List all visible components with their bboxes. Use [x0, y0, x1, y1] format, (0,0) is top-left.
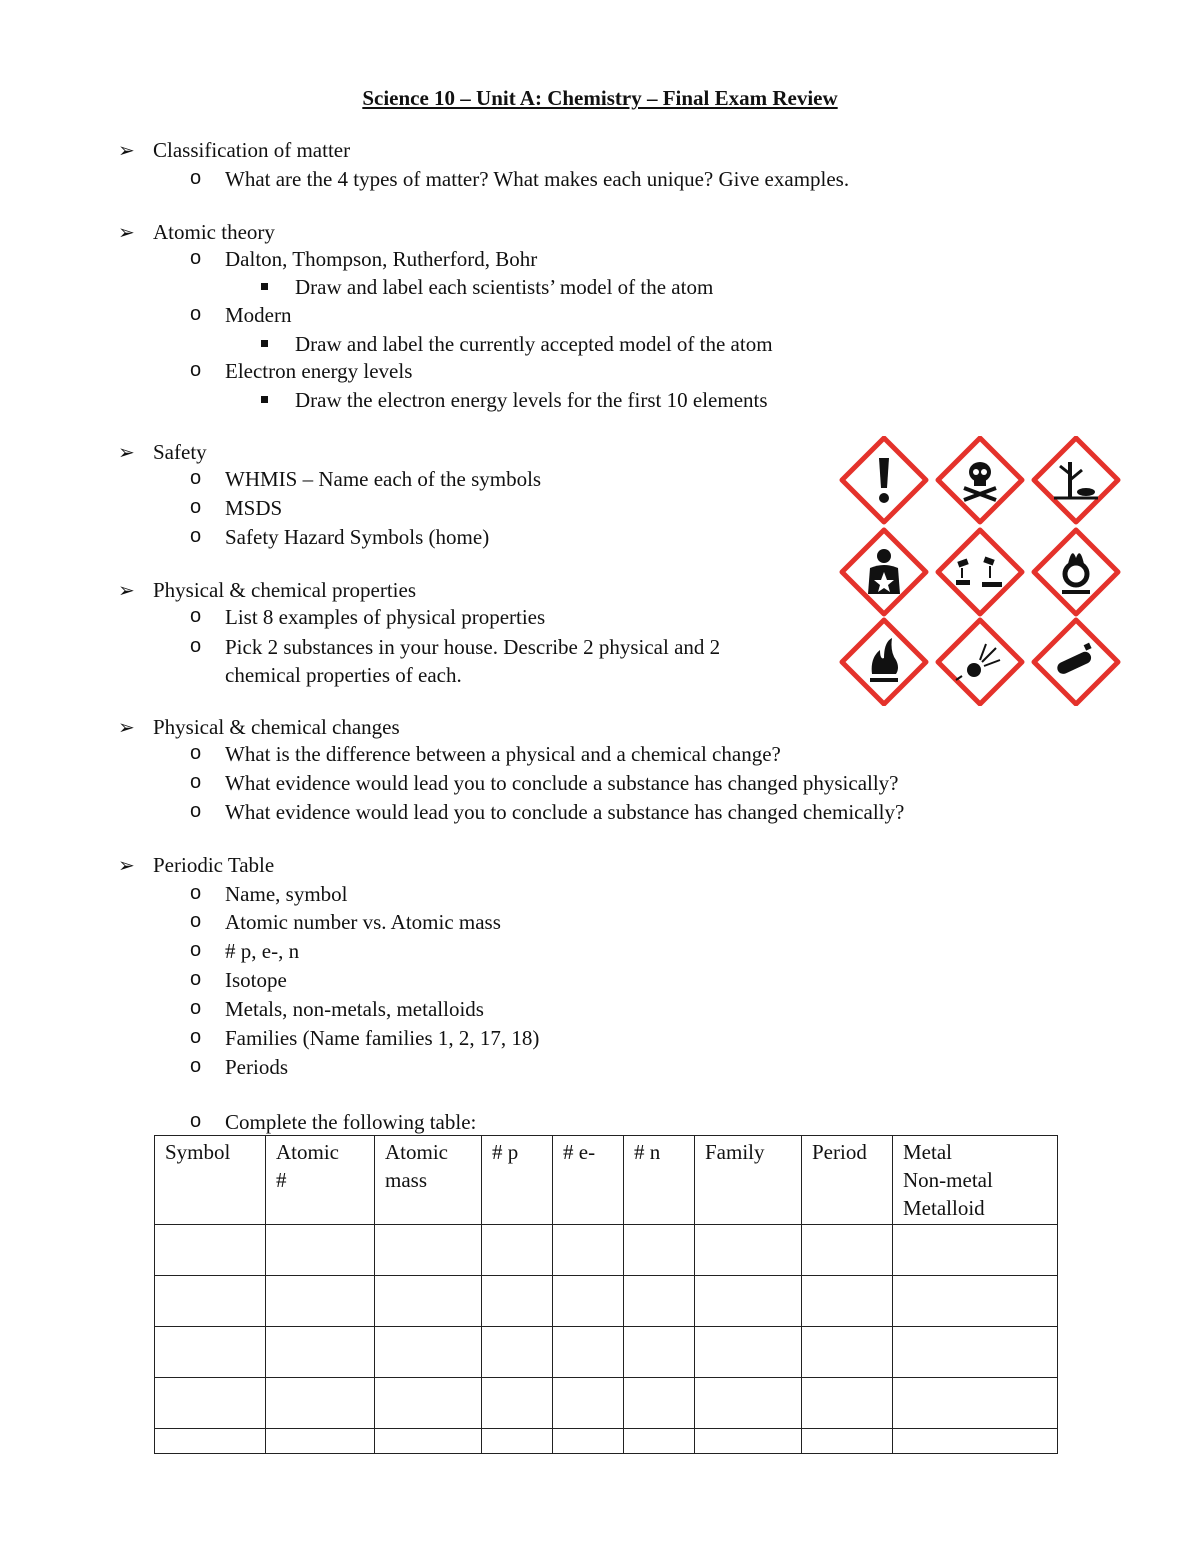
list-item: Atomic number vs. Atomic mass: [225, 910, 501, 934]
circle-bullet-icon: o: [190, 997, 202, 1019]
square-bullet-icon: [261, 340, 268, 347]
list-item: What evidence would lead you to conclude a substance has changed chemically?: [225, 800, 905, 824]
circle-bullet-icon: o: [190, 167, 202, 189]
header-atomic-mass: Atomic mass: [375, 1136, 482, 1225]
header-atomic-number: Atomic #: [266, 1136, 375, 1225]
section-heading: Periodic Table: [153, 853, 275, 877]
table-row: [155, 1276, 1058, 1327]
arrow-bullet-icon: ➢: [118, 440, 135, 464]
corrosion-icon: [938, 530, 1022, 614]
list-item: Metals, non-metals, metalloids: [225, 997, 484, 1021]
header-metal-type: Metal Non-metal Metalloid: [893, 1136, 1058, 1225]
circle-bullet-icon: o: [190, 247, 202, 269]
list-item: Isotope: [225, 968, 287, 992]
arrow-bullet-icon: ➢: [118, 138, 135, 162]
circle-bullet-icon: o: [190, 742, 202, 764]
sub-list-item: Draw and label the currently accepted model of the atom: [295, 332, 773, 356]
list-item: Electron energy levels: [225, 359, 413, 383]
square-bullet-icon: [261, 283, 268, 290]
table-row: [155, 1378, 1058, 1429]
health-hazard-icon: [842, 530, 926, 614]
header-protons: # p: [482, 1136, 553, 1225]
table-row: [155, 1327, 1058, 1378]
list-item: Safety Hazard Symbols (home): [225, 525, 490, 549]
header-neutrons: # n: [624, 1136, 695, 1225]
section-heading: Classification of matter: [153, 138, 351, 162]
circle-bullet-icon: o: [190, 910, 202, 932]
arrow-bullet-icon: ➢: [118, 220, 135, 244]
circle-bullet-icon: o: [190, 939, 202, 961]
flame-over-circle-icon: [1034, 530, 1118, 614]
table-header-row: [155, 1136, 1058, 1225]
skull-crossbones-icon: [938, 438, 1022, 522]
list-item: # p, e-, n: [225, 939, 300, 963]
gas-cylinder-icon: [1034, 620, 1118, 704]
header-electrons: # e-: [553, 1136, 624, 1225]
circle-bullet-icon: o: [190, 1026, 202, 1048]
list-item: List 8 examples of physical properties: [225, 605, 546, 629]
list-item: MSDS: [225, 496, 283, 520]
list-item: Name, symbol: [225, 882, 348, 906]
page-title: Science 10 – Unit A: Chemistry – Final Exam Review: [362, 86, 838, 110]
list-item: Families (Name families 1, 2, 17, 18): [225, 1026, 540, 1050]
circle-bullet-icon: o: [190, 303, 202, 325]
sub-list-item: Draw and label each scientists’ model of the atom: [295, 275, 714, 299]
square-bullet-icon: [261, 396, 268, 403]
circle-bullet-icon: o: [190, 359, 202, 381]
table-row: [155, 1429, 1058, 1454]
list-item: WHMIS – Name each of the symbols: [225, 467, 542, 491]
header-symbol: Symbol: [155, 1136, 266, 1225]
circle-bullet-icon: o: [190, 1110, 202, 1132]
list-item: What evidence would lead you to conclude a substance has changed physically?: [225, 771, 899, 795]
circle-bullet-icon: o: [190, 800, 202, 822]
sub-list-item: Draw the electron energy levels for the first 10 elements: [295, 388, 768, 412]
header-period: Period: [802, 1136, 893, 1225]
section-heading: Physical & chemical changes: [153, 715, 400, 739]
circle-bullet-icon: o: [190, 771, 202, 793]
environment-icon: [1034, 438, 1118, 522]
arrow-bullet-icon: ➢: [118, 853, 135, 877]
circle-bullet-icon: o: [190, 968, 202, 990]
list-item: Pick 2 substances in your house. Describe 2 physical and 2: [225, 635, 721, 659]
circle-bullet-icon: o: [190, 525, 202, 547]
arrow-bullet-icon: ➢: [118, 715, 135, 739]
circle-bullet-icon: o: [190, 635, 202, 657]
exploding-bomb-icon: [938, 620, 1022, 704]
header-family: Family: [695, 1136, 802, 1225]
list-item: What are the 4 types of matter? What makes each unique? Give examples.: [225, 167, 850, 191]
section-heading: Atomic theory: [153, 220, 275, 244]
list-item: What is the difference between a physical and a chemical change?: [225, 742, 781, 766]
flame-icon: [842, 620, 926, 704]
list-item: Complete the following table:: [225, 1110, 477, 1134]
list-item-continuation: chemical properties of each.: [225, 663, 462, 687]
table-row: [155, 1225, 1058, 1276]
whmis-symbols-grid: [838, 436, 1123, 706]
circle-bullet-icon: o: [190, 882, 202, 904]
section-heading: Safety: [153, 440, 207, 464]
list-item: Modern: [225, 303, 292, 327]
circle-bullet-icon: o: [190, 1055, 202, 1077]
circle-bullet-icon: o: [190, 605, 202, 627]
circle-bullet-icon: o: [190, 496, 202, 518]
circle-bullet-icon: o: [190, 467, 202, 489]
exclamation-mark-icon: [842, 438, 926, 522]
list-item: Dalton, Thompson, Rutherford, Bohr: [225, 247, 538, 271]
arrow-bullet-icon: ➢: [118, 578, 135, 602]
section-heading: Physical & chemical properties: [153, 578, 417, 602]
list-item: Periods: [225, 1055, 288, 1079]
element-table: [154, 1135, 1058, 1454]
